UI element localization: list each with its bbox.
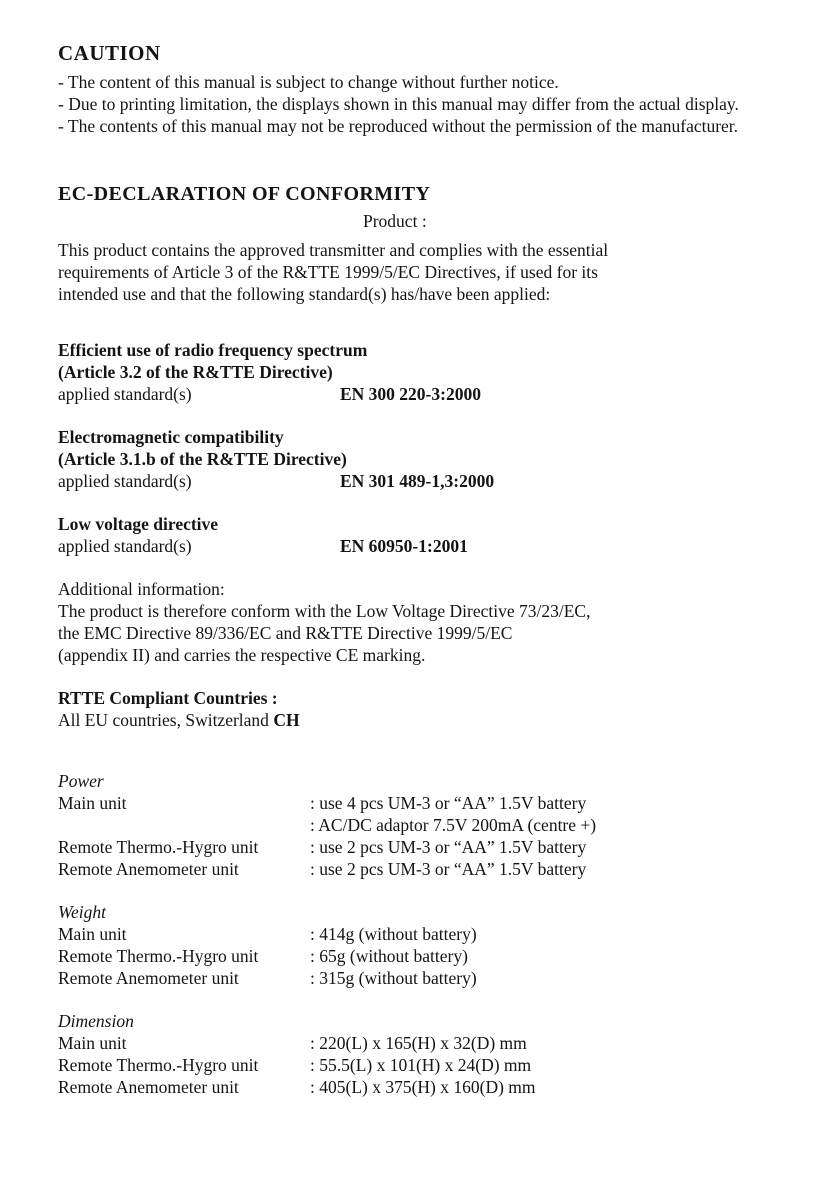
spec-value: : use 4 pcs UM-3 or “AA” 1.5V battery: [310, 793, 587, 813]
additional-information: [58, 578, 779, 666]
standard-subheading: (Article 3.1.b of the R&TTE Directive): [58, 449, 347, 469]
spec-section-weight: [58, 901, 779, 989]
applied-standard-label: applied standard(s): [58, 471, 192, 491]
caution-section: [58, 42, 779, 137]
applied-standard-label: applied standard(s): [58, 536, 192, 556]
applied-standard-value: EN 300 220-3:2000: [340, 384, 481, 404]
standard-section-radio-frequency: [58, 339, 779, 405]
spec-title-dimension: Dimension: [58, 1011, 134, 1031]
spec-value: : 65g (without battery): [310, 946, 468, 966]
spec-label: Remote Thermo.-Hygro unit: [58, 946, 259, 966]
standard-section-low-voltage: [58, 513, 779, 557]
rtte-countries-bold: CH: [273, 710, 300, 730]
spec-label: Main unit: [58, 793, 127, 813]
spec-value: : use 2 pcs UM-3 or “AA” 1.5V battery: [310, 837, 587, 857]
caution-title: CAUTION: [58, 41, 161, 65]
spec-value: : use 2 pcs UM-3 or “AA” 1.5V battery: [310, 859, 587, 879]
standard-row: [58, 383, 779, 405]
spec-label: Main unit: [58, 924, 127, 944]
spec-section-dimension: [58, 1010, 779, 1098]
spec-label: Remote Anemometer unit: [58, 1077, 239, 1097]
additional-info-label: Additional information:: [58, 579, 225, 599]
spec-row: [58, 1054, 779, 1076]
standard-heading: Efficient use of radio frequency spectrum: [58, 340, 368, 360]
spec-value: : 414g (without battery): [310, 924, 477, 944]
intro-line-3: intended use and that the following standard(s) has/have been applied:: [58, 284, 551, 304]
spec-value: : AC/DC adaptor 7.5V 200mA (centre +): [310, 815, 597, 835]
additional-info-line-2: the EMC Directive 89/336/EC and R&TTE Directive 1999/5/EC: [58, 623, 513, 643]
declaration-intro: [58, 239, 779, 305]
spec-label: Remote Anemometer unit: [58, 968, 239, 988]
applied-standard-label: applied standard(s): [58, 384, 192, 404]
spec-title-power: Power: [58, 771, 104, 791]
rtte-countries-text: All EU countries, Switzerland: [58, 710, 274, 730]
intro-line-2: requirements of Article 3 of the R&TTE 1999/5/EC Directives, if used for its: [58, 262, 598, 282]
caution-line-1: - The content of this manual is subject to change without further notice.: [58, 72, 559, 92]
spec-row: [58, 967, 779, 989]
spec-label: [58, 814, 310, 836]
specifications-section: [58, 770, 779, 1098]
caution-line-2: - Due to printing limitation, the displays shown in this manual may differ from the actual display.: [58, 94, 739, 114]
spec-row: [58, 858, 779, 880]
standard-heading: Low voltage directive: [58, 514, 219, 534]
spec-row: [58, 923, 779, 945]
applied-standard-value: EN 301 489-1,3:2000: [340, 471, 495, 491]
spec-label: Remote Anemometer unit: [58, 859, 239, 879]
spec-title-weight: Weight: [58, 902, 106, 922]
spec-label: Main unit: [58, 1033, 127, 1053]
spec-row: [58, 792, 779, 814]
spec-label: Remote Thermo.-Hygro unit: [58, 1055, 259, 1075]
spec-value: : 220(L) x 165(H) x 32(D) mm: [310, 1033, 527, 1053]
product-label: Product :: [363, 211, 427, 231]
spec-value: : 55.5(L) x 101(H) x 24(D) mm: [310, 1055, 532, 1075]
intro-line-1: This product contains the approved transmitter and complies with the essential: [58, 240, 609, 260]
standard-row: [58, 535, 779, 557]
additional-info-line-1: The product is therefore conform with the Low Voltage Directive 73/23/EC,: [58, 601, 591, 621]
spec-section-power: [58, 770, 779, 880]
spec-row: [58, 945, 779, 967]
spec-row: [58, 836, 779, 858]
spec-value: : 315g (without battery): [310, 968, 477, 988]
rtte-title: RTTE Compliant Countries :: [58, 688, 278, 708]
spec-row: [58, 1032, 779, 1054]
caution-line-3: - The contents of this manual may not be reproduced without the permission of the manufacturer.: [58, 116, 739, 136]
spec-row: [58, 1076, 779, 1098]
additional-info-line-3: (appendix II) and carries the respective CE marking.: [58, 645, 426, 665]
standard-section-electromagnetic: [58, 426, 779, 492]
spec-row: [58, 814, 779, 836]
declaration-section: [58, 183, 779, 731]
spec-value: : 405(L) x 375(H) x 160(D) mm: [310, 1077, 536, 1097]
standard-subheading: (Article 3.2 of the R&TTE Directive): [58, 362, 333, 382]
rtte-compliant-countries: [58, 687, 779, 731]
spec-label: Remote Thermo.-Hygro unit: [58, 837, 259, 857]
standard-row: [58, 470, 779, 492]
standard-heading: Electromagnetic compatibility: [58, 427, 284, 447]
declaration-title: EC-DECLARATION OF CONFORMITY: [58, 183, 431, 205]
rtte-countries: [58, 709, 779, 731]
applied-standard-value: EN 60950-1:2001: [340, 536, 468, 556]
